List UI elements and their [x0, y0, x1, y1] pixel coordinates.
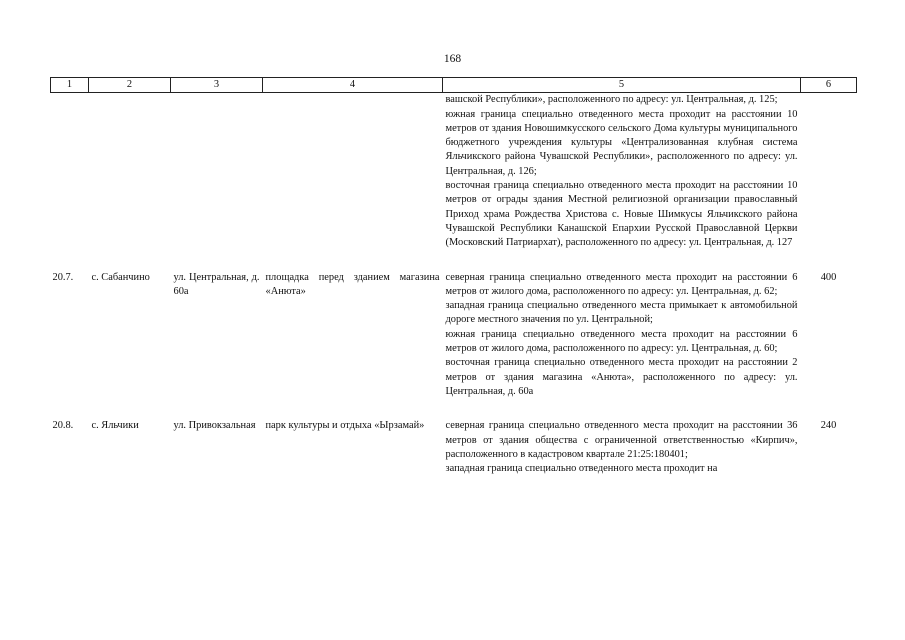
- area-value: 240: [820, 420, 837, 432]
- area-value: 400: [820, 271, 837, 283]
- boundary-paragraph: восточная граница специально отведенного места проходит на расстоянии 2 метров от здания магазина «Анюта», расположенного по адресу: ул. Центральная, д. 60а: [445, 357, 798, 397]
- boundary-paragraph: западная граница специально отведенного места примыкает к автомобильной дороге местного значения по ул. Центральной;: [445, 300, 798, 326]
- boundary-paragraph: южная граница специально отведенного места проходит на расстоянии 10 метров от здания Новошимкусского сельского Дома культуры муниципального бюджетного учреждения культуры «Централизованная клубная система Яльчикского района Чувашской Республики», расположенного по адресу: ул. Центральная, д. 126;: [445, 108, 798, 177]
- place-description: [263, 93, 443, 251]
- boundary-paragraph: вашской Республики», расположенного по адресу: ул. Центральная, д. 125;: [445, 94, 778, 106]
- column-header: 6: [801, 78, 857, 93]
- boundary-table: [50, 77, 857, 476]
- address: [171, 93, 263, 251]
- column-header: 2: [89, 78, 171, 93]
- table-row: [51, 251, 857, 400]
- column-header: 5: [443, 78, 801, 93]
- place-description: парк культуры и отдыха «Ырзамай»: [265, 420, 425, 432]
- settlement-name: с. Яльчики: [91, 420, 139, 432]
- item-number: 20.7.: [52, 271, 74, 283]
- boundary-paragraph: северная граница специально отведенного места проходит на расстоянии 6 метров от жилого дома, расположенного по адресу: ул. Центральная, д. 62;: [445, 271, 798, 297]
- column-header: 4: [263, 78, 443, 93]
- boundary-description: [443, 251, 801, 400]
- column-number-row: [51, 78, 857, 93]
- column-header: 3: [171, 78, 263, 93]
- boundary-paragraph: северная граница специально отведенного места проходит на расстоянии 36 метров от здания общества с ограниченной ответственностью «Кирпич», расположенного в кадастровом квартале 21:25:180401;: [445, 420, 798, 460]
- boundary-paragraph: восточная граница специально отведенного места проходит на расстоянии 10 метров от ограды здания Местной религиозной организации православный Приход храма Рождества Христова с. Новые Шимкусы Яльчикского района Чувашской Республики Канашской Епархии Русской Православной Церкви (Московский Патриархат), расположенного по адресу: ул. Центральная, д. 127: [445, 180, 798, 249]
- area-value: [801, 93, 857, 251]
- page-number: 168: [443, 53, 462, 65]
- boundary-paragraph: южная граница специально отведенного места проходит на расстоянии 6 метров от жилого дома, расположенного по адресу: ул. Центральная, д. 60;: [445, 328, 798, 355]
- item-number: 20.8.: [52, 420, 74, 432]
- settlement-name: [89, 93, 171, 251]
- settlement-name: с. Сабанчино: [91, 271, 150, 283]
- address: ул. Привокзальная: [173, 420, 256, 432]
- boundary-paragraph: западная граница специально отведенного места проходит на: [445, 463, 718, 475]
- table-row: [51, 93, 857, 251]
- item-number: [51, 93, 89, 251]
- column-header: 1: [51, 78, 89, 93]
- address: ул. Центральная, д. 60а: [173, 271, 260, 297]
- place-description: площадка перед зданием магазина «Анюта»: [265, 271, 440, 297]
- boundary-description: [443, 399, 801, 476]
- table-row: [51, 399, 857, 476]
- boundary-description: [443, 93, 801, 251]
